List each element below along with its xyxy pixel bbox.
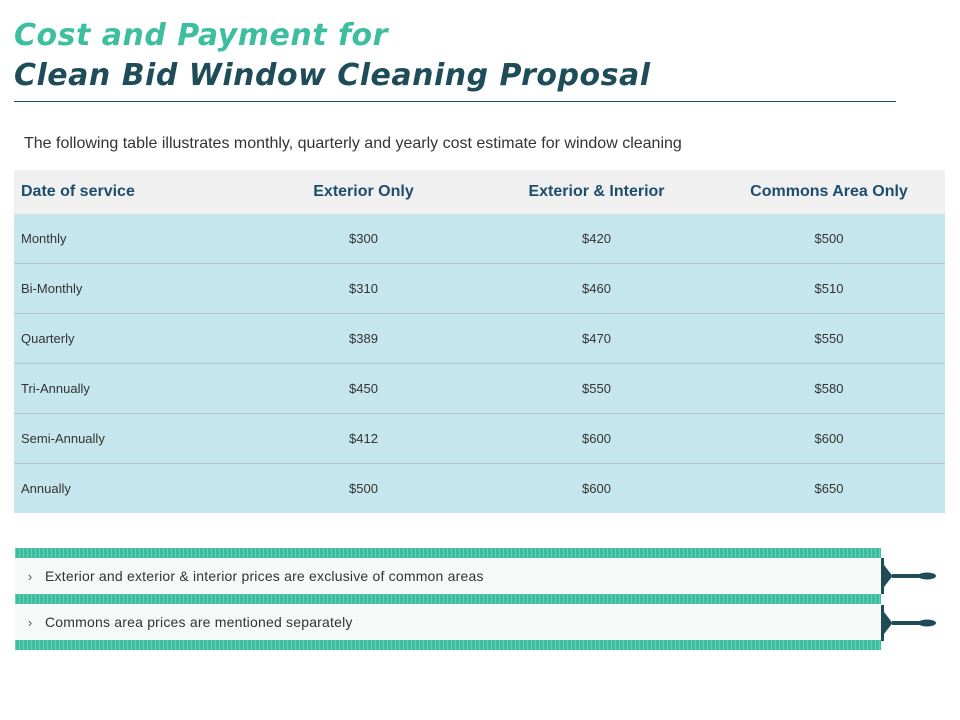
table-row — [14, 214, 945, 264]
title-line-1: Cost and Payment for — [14, 18, 388, 53]
table-header-row — [14, 170, 945, 214]
note-item — [15, 558, 881, 594]
title-line-2: Clean Bid Window Cleaning Proposal — [14, 58, 651, 93]
cell-exterior-only: $300 — [247, 214, 480, 264]
cell-exterior-interior: $550 — [480, 364, 713, 414]
table-row — [14, 464, 945, 514]
cell-exterior-only: $310 — [247, 264, 480, 314]
row-label: Quarterly — [14, 314, 247, 364]
header-exterior-only: Exterior Only — [247, 170, 480, 214]
table-row — [14, 264, 945, 314]
cell-exterior-interior: $460 — [480, 264, 713, 314]
cell-commons-area-only: $550 — [713, 314, 945, 364]
row-label: Bi-Monthly — [14, 264, 247, 314]
stripe-divider — [15, 594, 881, 604]
intro-text: The following table illustrates monthly, quarterly and yearly cost estimate for window cleaning — [24, 135, 682, 152]
chevron-right-icon: › — [27, 568, 33, 584]
table-row — [14, 314, 945, 364]
table-row — [14, 414, 945, 464]
cost-table — [14, 170, 945, 513]
row-label: Semi-Annually — [14, 414, 247, 464]
cell-exterior-interior: $600 — [480, 464, 713, 514]
cell-exterior-only: $389 — [247, 314, 480, 364]
stripe-divider — [15, 640, 881, 650]
header-date-of-service: Date of service — [14, 170, 247, 214]
cell-commons-area-only: $580 — [713, 364, 945, 414]
cell-commons-area-only: $510 — [713, 264, 945, 314]
cell-exterior-only: $450 — [247, 364, 480, 414]
stripe-divider — [15, 548, 881, 558]
header-exterior-interior: Exterior & Interior — [480, 170, 713, 214]
header-commons-area-only: Commons Area Only — [713, 170, 945, 214]
cell-commons-area-only: $650 — [713, 464, 945, 514]
row-label: Tri-Annually — [14, 364, 247, 414]
cell-commons-area-only: $500 — [713, 214, 945, 264]
row-label: Annually — [14, 464, 247, 514]
cell-exterior-interior: $470 — [480, 314, 713, 364]
chevron-right-icon: › — [27, 614, 33, 630]
note-item — [15, 604, 881, 640]
cell-commons-area-only: $600 — [713, 414, 945, 464]
table-row — [14, 364, 945, 414]
note-text: Exterior and exterior & interior prices are exclusive of common areas — [45, 568, 484, 584]
row-label: Monthly — [14, 214, 247, 264]
cell-exterior-interior: $420 — [480, 214, 713, 264]
note-text: Commons area prices are mentioned separately — [45, 614, 353, 630]
squeegee-icon — [879, 604, 939, 642]
title-divider — [14, 101, 896, 102]
cell-exterior-interior: $600 — [480, 414, 713, 464]
cell-exterior-only: $500 — [247, 464, 480, 514]
cell-exterior-only: $412 — [247, 414, 480, 464]
squeegee-icon — [879, 557, 939, 595]
